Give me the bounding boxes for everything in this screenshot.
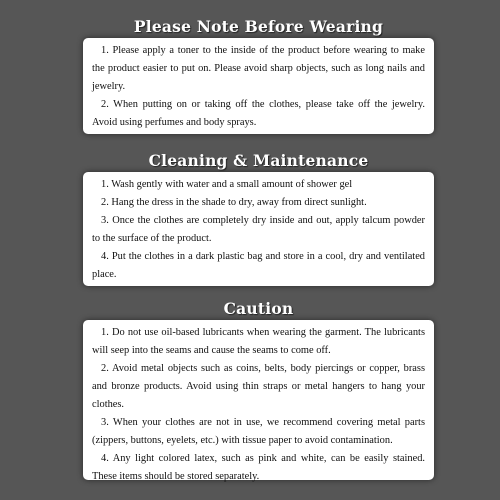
section-title-caution: Caution xyxy=(223,299,294,318)
section-cleaning-maintenance xyxy=(83,150,434,286)
instruction-item: 4. Any light colored latex, such as pink and white, can be easily stained. These items should be stored separately. xyxy=(92,453,425,482)
instruction-item: 3. When your clothes are not in use, we recommend covering metal parts (zippers, buttons, eyelets, etc.) with tissue paper to avoid contamination. xyxy=(92,417,425,446)
instruction-item: 3. Once the clothes are completely dry inside and out, apply talcum powder to the surface of the product. xyxy=(92,215,425,244)
instruction-item: 2. Hang the dress in the shade to dry, away from direct sunlight. xyxy=(101,197,367,208)
section-title-before-wearing: Please Note Before Wearing xyxy=(133,17,384,36)
instruction-item: 2. When putting on or taking off the clothes, please take off the jewelry. Avoid using perfumes and body sprays. xyxy=(92,99,425,128)
instruction-item: 2. Avoid metal objects such as coins, belts, body piercings or copper, brass and bronze products. Avoid using thin straps or metal hangers to hang your clothes. xyxy=(92,363,425,410)
section-before-wearing xyxy=(83,16,434,134)
instructions-card xyxy=(83,38,434,134)
instruction-item: 1. Please apply a toner to the inside of the product before wearing to make the product easier to put on. Please avoid sharp objects, such as long nails and jewelry. xyxy=(92,45,425,92)
section-caution xyxy=(83,298,434,480)
instruction-item: 1. Wash gently with water and a small amount of shower gel xyxy=(101,179,353,190)
section-title-cleaning-maintenance: Cleaning & Maintenance xyxy=(148,151,369,170)
instructions-card xyxy=(83,172,434,286)
instruction-item: 4. Put the clothes in a dark plastic bag and store in a cool, dry and ventilated place. xyxy=(92,251,425,280)
instruction-item: 1. Do not use oil-based lubricants when wearing the garment. The lubricants will seep into the seams and cause the seams to come off. xyxy=(92,327,425,356)
instructions-card xyxy=(83,320,434,480)
